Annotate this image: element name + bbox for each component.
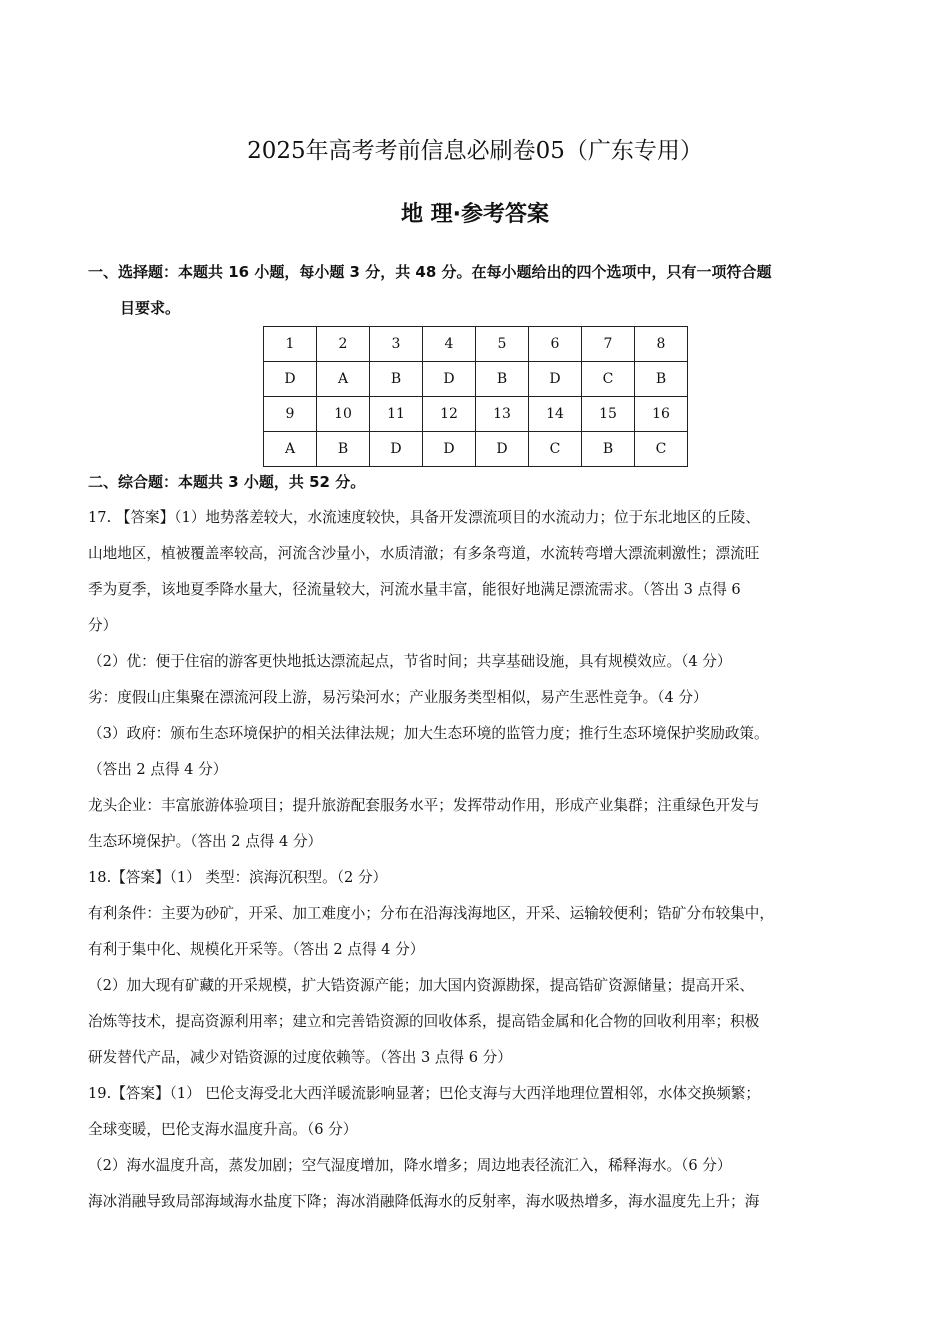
table-cell: B (476, 362, 529, 397)
q19-label: 19.【答案】 (88, 1085, 170, 1102)
table-row (264, 397, 688, 432)
table-cell: 14 (529, 397, 582, 432)
section-1-line2: 目要求。 (120, 299, 181, 317)
q18-text-5: 冶炼等技术，提高资源利用率；建立和完善锆资源的回收体系，提高锆金属和化合物的回收利用率；积极 (88, 1013, 760, 1030)
section-2-heading: 二、综合题：本题共 3 小题，共 52 分。 (88, 473, 366, 491)
table-cell: 16 (635, 397, 688, 432)
q17-text-6: 劣：度假山庄集聚在漂流河段上游，易污染河水；产业服务类型相似，易产生恶性竞争。（4 分） (88, 689, 708, 706)
table-cell: 12 (423, 397, 476, 432)
table-cell: 13 (476, 397, 529, 432)
table-cell: 9 (264, 397, 317, 432)
table-cell: B (582, 432, 635, 467)
q18-text-3: 有利于集中化、规模化开采等。（答出 2 点得 4 分） (88, 941, 425, 958)
q18-line (88, 860, 878, 896)
table-cell: 2 (317, 327, 370, 362)
table-cell: C (635, 432, 688, 467)
q17-text-7: （3）政府：颁布生态环境保护的相关法律法规；加大生态环境的监管力度；推行生态环境保护奖励政策。 (88, 725, 769, 742)
table-cell: B (370, 362, 423, 397)
table-cell: 11 (370, 397, 423, 432)
table-cell: B (635, 362, 688, 397)
q17-text-2: 山地地区，植被覆盖率较高，河流含沙量小，水质清澈；有多条弯道，水流转弯增大漂流刺激性；漂流旺 (88, 545, 760, 562)
table-cell: D (423, 362, 476, 397)
q18-text-1: （1） 类型：滨海沉积型。（2 分） (169, 869, 388, 886)
table-row (264, 327, 688, 362)
section-1-line1: 一、选择题：本题共 16 小题，每小题 3 分，共 48 分。在每小题给出的四个选项中，只有一项符合题 (88, 263, 772, 281)
q19-text-3: （2）海水温度升高，蒸发加剧；空气湿度增加，降水增多；周边地表径流汇入，稀释海水。（6 分） (88, 1157, 732, 1174)
table-cell: 8 (635, 327, 688, 362)
q17-line (88, 500, 878, 536)
q17-label: 17. 【答案】 (88, 509, 175, 526)
page-subtitle: 地 理·参考答案 (400, 202, 550, 227)
table-cell: 3 (370, 327, 423, 362)
table-row (264, 432, 688, 467)
q19-text-1: （1） 巴伦支海受北大西洋暖流影响显著；巴伦支海与大西洋地理位置相邻，水体交换频繁； (169, 1085, 760, 1102)
table-cell: D (476, 432, 529, 467)
q17-text-4: 分） (88, 617, 118, 634)
table-cell: D (529, 362, 582, 397)
table-cell: D (264, 362, 317, 397)
table-cell: 6 (529, 327, 582, 362)
table-cell: A (317, 362, 370, 397)
table-cell: C (529, 432, 582, 467)
table-row (264, 362, 688, 397)
q17-text-5: （2）优：便于住宿的游客更快地抵达漂流起点，节省时间；共享基础设施，具有规模效应。（4 分） (88, 653, 732, 670)
q19-line (88, 1076, 878, 1112)
answers-body (88, 500, 878, 1220)
table-cell: C (582, 362, 635, 397)
q17-text-10: 生态环境保护。（答出 2 点得 4 分） (88, 833, 323, 850)
q19-text-4: 海冰消融导致局部海域海水盐度下降；海冰消融降低海水的反射率，海水吸热增多，海水温度先上升；海 (88, 1193, 760, 1210)
q17-text-3: 季为夏季，该地夏季降水量大，径流量较大，河流水量丰富，能很好地满足漂流需求。（答出 3 点得 6 (88, 581, 741, 598)
table-cell: B (317, 432, 370, 467)
table-cell: A (264, 432, 317, 467)
q18-label: 18.【答案】 (88, 869, 170, 886)
table-cell: 5 (476, 327, 529, 362)
q18-text-6: 研发替代产品，减少对锆资源的过度依赖等。（答出 3 点得 6 分） (88, 1049, 512, 1066)
q18-text-4: （2）加大现有矿藏的开采规模，扩大锆资源产能；加大国内资源勘探，提高锆矿资源储量；提高开采、 (88, 977, 755, 994)
table-cell: D (370, 432, 423, 467)
table-cell: 7 (582, 327, 635, 362)
page-title: 2025年高考考前信息必刷卷05（广东专用） (247, 138, 703, 164)
q17-text-9: 龙头企业：丰富旅游体验项目；提升旅游配套服务水平；发挥带动作用，形成产业集群；注重绿色开发与 (88, 797, 760, 814)
q17-text-1: （1）地势落差较大，水流速度较快，具备开发漂流项目的水流动力；位于东北地区的丘陵、 (174, 509, 760, 526)
q19-text-2: 全球变暖，巴伦支海水温度升高。（6 分） (88, 1121, 358, 1138)
table-cell: 10 (317, 397, 370, 432)
table-cell: 1 (264, 327, 317, 362)
q18-text-2: 有利条件：主要为砂矿，开采、加工难度小；分布在沿海浅海地区，开采、运输较便利；锆矿分布较集中， (88, 905, 774, 922)
q17-text-8: （答出 2 点得 4 分） (88, 761, 228, 778)
table-cell: 15 (582, 397, 635, 432)
table-cell: 4 (423, 327, 476, 362)
answer-table (263, 326, 688, 467)
section-1-heading (88, 254, 878, 326)
table-cell: D (423, 432, 476, 467)
